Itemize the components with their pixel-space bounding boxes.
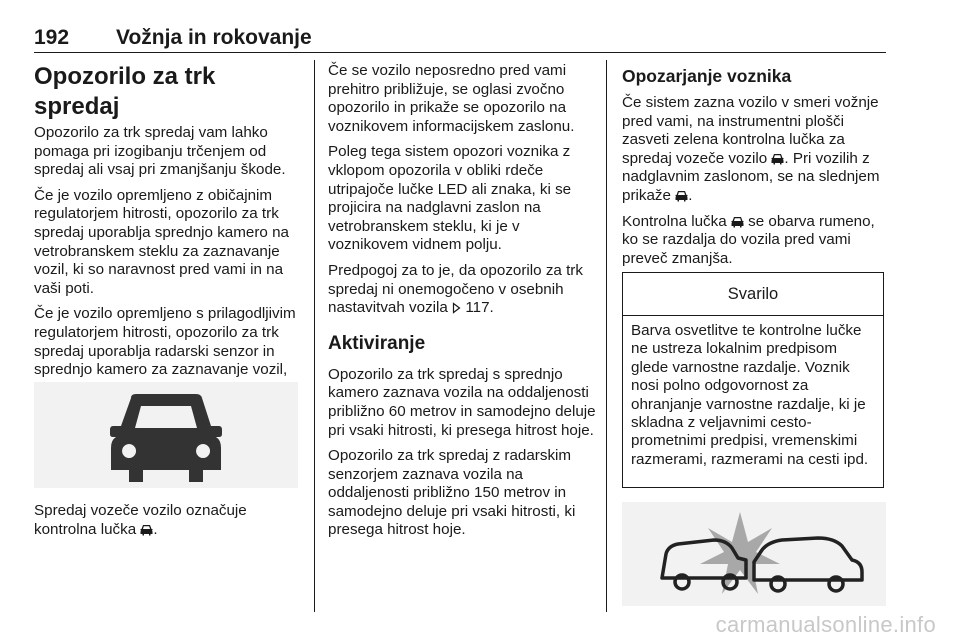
watermark: carmanualsonline.info (715, 612, 936, 637)
page-number: 192 (34, 26, 70, 49)
paragraph-text: . (688, 186, 693, 204)
column-divider (314, 60, 315, 612)
subsection-title: Aktiviranje (328, 332, 426, 354)
car-front-icon (91, 382, 241, 488)
paragraph: Poleg tega sistem opozori voznika z vklopom opozorila v obliki rdeče utripajoče lučke LED ali znaka, ki se projicira na nadglavni zaslon na vetrobranskem steklu, ki je v voznikovem vidnem polju. (328, 143, 572, 254)
section-title: Opozarjanje voznika (622, 66, 792, 86)
paragraph-text: se obarva rumeno, ko se razdalja do vozila pred vami preveč zmanjša. (622, 212, 875, 267)
section-title: Opozorilo za trk spredaj (34, 63, 216, 120)
paragraph: Če je vozilo opremljeno z običajnim regulatorjem hitrosti, opozorilo za trk spredaj uporablja sprednjo kamero na vetrobranskem steklu za zaznavanje vozil, ki so naravnost pred vami in na vaši poti. (34, 186, 289, 297)
figure-caption (34, 502, 300, 539)
paragraph-text: Če sistem zazna vozilo v smeri vožnje pred vami, na instrumentni plošči zasveti zelena kontrolna lučka za spredaj vozeče vozilo (622, 94, 879, 167)
caption-text: . (153, 520, 158, 538)
paragraph: Opozorilo za trk spredaj s sprednjo kamero zaznava vozila na oddaljenosti približno 60 metrov in samodejno deluje pri vsaki hitrosti, ki presega hitrost hoje. (328, 365, 596, 439)
warning-box (622, 272, 884, 488)
car-front-icon (675, 190, 688, 202)
car-front-icon (140, 524, 153, 536)
paragraph-text: Kontrolna lučka (622, 212, 731, 230)
column-2 (328, 62, 596, 547)
car-front-icon (731, 216, 744, 228)
paragraph: Če je vozilo opremljeno s prilagodljivim regulatorjem hitrosti, opozorilo za trk spredaj uporablja radarski senzor in sprednjo kamero za zaznavanje vozil, (34, 305, 296, 379)
warning-title: Svarilo (623, 273, 883, 316)
car-front-icon (771, 153, 784, 165)
paragraph (622, 213, 888, 269)
collision-illustration (622, 502, 886, 606)
page-header (34, 26, 886, 53)
warning-body: Barva osvetlitve te kontrolne lučke ne ustreza lokalnim predpisom glede varnostne razdalje. Voznik nosi polno odgovornost za ohranjanje varnostne razdalje, ki je skladna z veljavnimi cesto-prometnimi predpisi, vremenskimi razmerami, razmerami na cesti ipd. (631, 322, 869, 468)
collision-icon (622, 502, 886, 606)
column-1 (34, 62, 300, 424)
paragraph: Opozorilo za trk spredaj z radarskim senzorjem zaznava vozila na oddaljenosti približno 150 metrov in samodejno deluje pri vsaki hitrosti, ki presega hitrost hoje. (328, 447, 576, 539)
column-3 (622, 62, 888, 275)
paragraph-text: Predpogoj za to je, da opozorilo za trk spredaj ni onemogočeno v osebnih nastavitvah vozila (328, 261, 583, 317)
arrow-right-icon[interactable] (452, 302, 461, 314)
caption-text: Spredaj vozeče vozilo označuje kontrolna lučka (34, 502, 247, 538)
paragraph: Če se vozilo neposredno pred vami prehitro približuje, se oglasi zvočno opozorilo in prikaže se opozorilo na voznikovem informacijskem zaslonu. (328, 62, 575, 135)
paragraph: Opozorilo za trk spredaj vam lahko pomaga pri izogibanju trčenjem od spredaj ali vsaj pri zmanjšanju škode. (34, 124, 286, 179)
page-reference[interactable]: 117. (461, 299, 494, 317)
vehicle-ahead-figure (34, 382, 298, 488)
column-divider (606, 60, 607, 612)
chapter-title: Vožnja in rokovanje (116, 26, 312, 49)
paragraph (328, 262, 596, 318)
paragraph (622, 94, 888, 206)
paragraph-text: . Pri vozilih z nadglavnim zaslonom, se na slednjem prikaže (622, 149, 880, 204)
